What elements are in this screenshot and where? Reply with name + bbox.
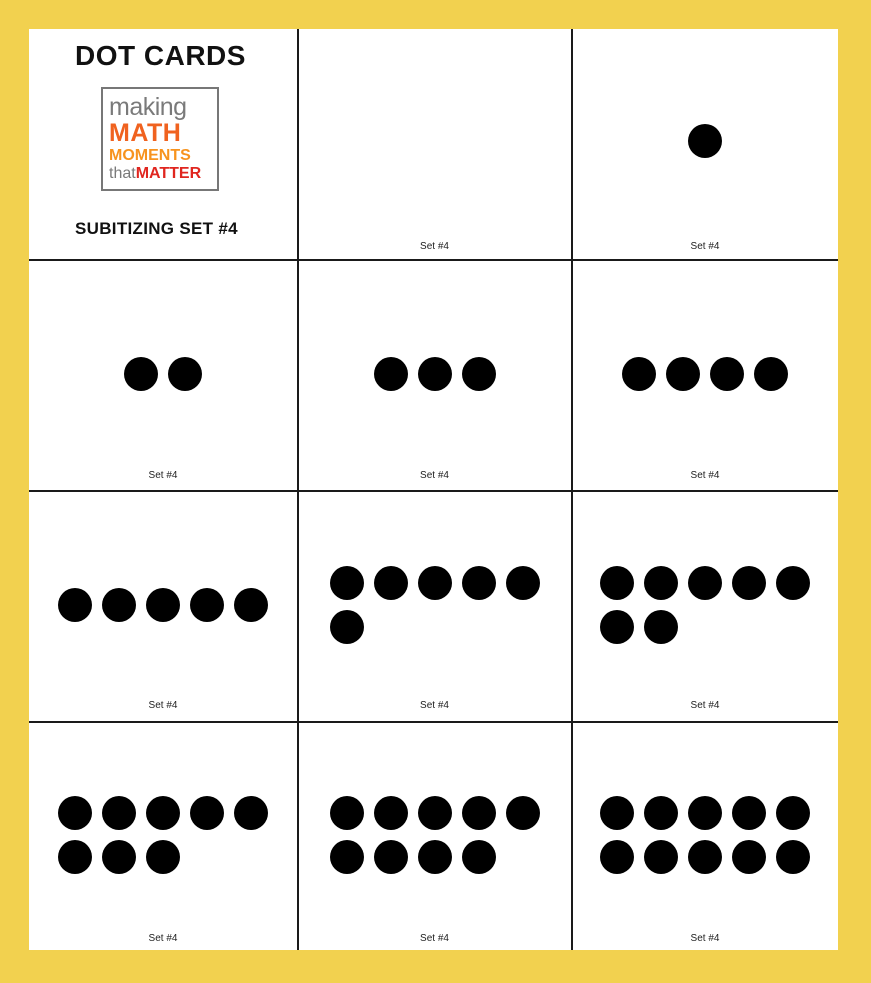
dot [600, 840, 634, 874]
dot [146, 588, 180, 622]
dot [622, 357, 656, 391]
dot [190, 796, 224, 830]
dot [776, 840, 810, 874]
dot-card [572, 260, 838, 490]
dot [462, 566, 496, 600]
dot [688, 796, 722, 830]
dot [234, 588, 268, 622]
card-set-label: Set #4 [420, 470, 449, 481]
dot [600, 610, 634, 644]
dot-card [572, 491, 838, 721]
dot-card [298, 29, 571, 259]
dot [776, 566, 810, 600]
card-set-label: Set #4 [690, 700, 720, 711]
dot-card [572, 722, 838, 950]
card-set-label: Set #4 [420, 700, 449, 711]
dot-card [29, 491, 297, 721]
dot [644, 610, 678, 644]
dot [234, 796, 268, 830]
dot-card [298, 260, 571, 490]
set-subtitle: SUBITIZING SET #4 [75, 219, 238, 238]
card-set-label: Set #4 [148, 933, 178, 944]
dot [330, 566, 364, 600]
dot [330, 840, 364, 874]
title-card [29, 29, 297, 259]
card-set-label: Set #4 [420, 933, 449, 944]
dot [58, 588, 92, 622]
dot [462, 840, 496, 874]
dot [776, 796, 810, 830]
dot [58, 840, 92, 874]
dot [710, 357, 744, 391]
page-title: DOT CARDS [75, 40, 246, 71]
dot [644, 796, 678, 830]
dot [644, 840, 678, 874]
dot-card [298, 722, 571, 950]
dot [418, 566, 452, 600]
dot [666, 357, 700, 391]
dot [146, 840, 180, 874]
dot [102, 588, 136, 622]
dot [58, 796, 92, 830]
dot [688, 124, 722, 158]
dot [374, 840, 408, 874]
card-set-label: Set #4 [420, 241, 449, 252]
dot-card [298, 491, 571, 721]
dot [374, 357, 408, 391]
dot [732, 566, 766, 600]
dot [146, 796, 180, 830]
dot [102, 840, 136, 874]
dot [418, 840, 452, 874]
dot [330, 610, 364, 644]
dot [754, 357, 788, 391]
dot-card [29, 260, 297, 490]
card-set-label: Set #4 [690, 933, 720, 944]
dot [418, 796, 452, 830]
dot [688, 566, 722, 600]
dot [688, 840, 722, 874]
logo-text-moments: MOMENTS [109, 147, 191, 164]
dot [418, 357, 452, 391]
dot [330, 796, 364, 830]
dot [732, 840, 766, 874]
dot [600, 566, 634, 600]
dot [600, 796, 634, 830]
dot [462, 357, 496, 391]
logo-text-math: MATH [109, 119, 182, 147]
card-set-label: Set #4 [690, 241, 720, 252]
dot-card-sheet [29, 29, 838, 950]
dot [374, 796, 408, 830]
card-set-label: Set #4 [690, 470, 720, 481]
dot [168, 357, 202, 391]
dot-card [29, 722, 297, 950]
logo-text-making: making [109, 93, 187, 121]
logo-text-that-matter [109, 166, 211, 182]
dot [102, 796, 136, 830]
card-set-label: Set #4 [148, 700, 178, 711]
logo-text-matter: MATTER [135, 165, 202, 182]
dot [190, 588, 224, 622]
logo-text-that: that [109, 165, 136, 182]
dot [462, 796, 496, 830]
dot [374, 566, 408, 600]
dot [644, 566, 678, 600]
card-set-label: Set #4 [148, 470, 178, 481]
making-math-moments-logo [101, 87, 219, 191]
dot [506, 796, 540, 830]
dot-card [572, 29, 838, 259]
dot [732, 796, 766, 830]
dot [124, 357, 158, 391]
dot [506, 566, 540, 600]
